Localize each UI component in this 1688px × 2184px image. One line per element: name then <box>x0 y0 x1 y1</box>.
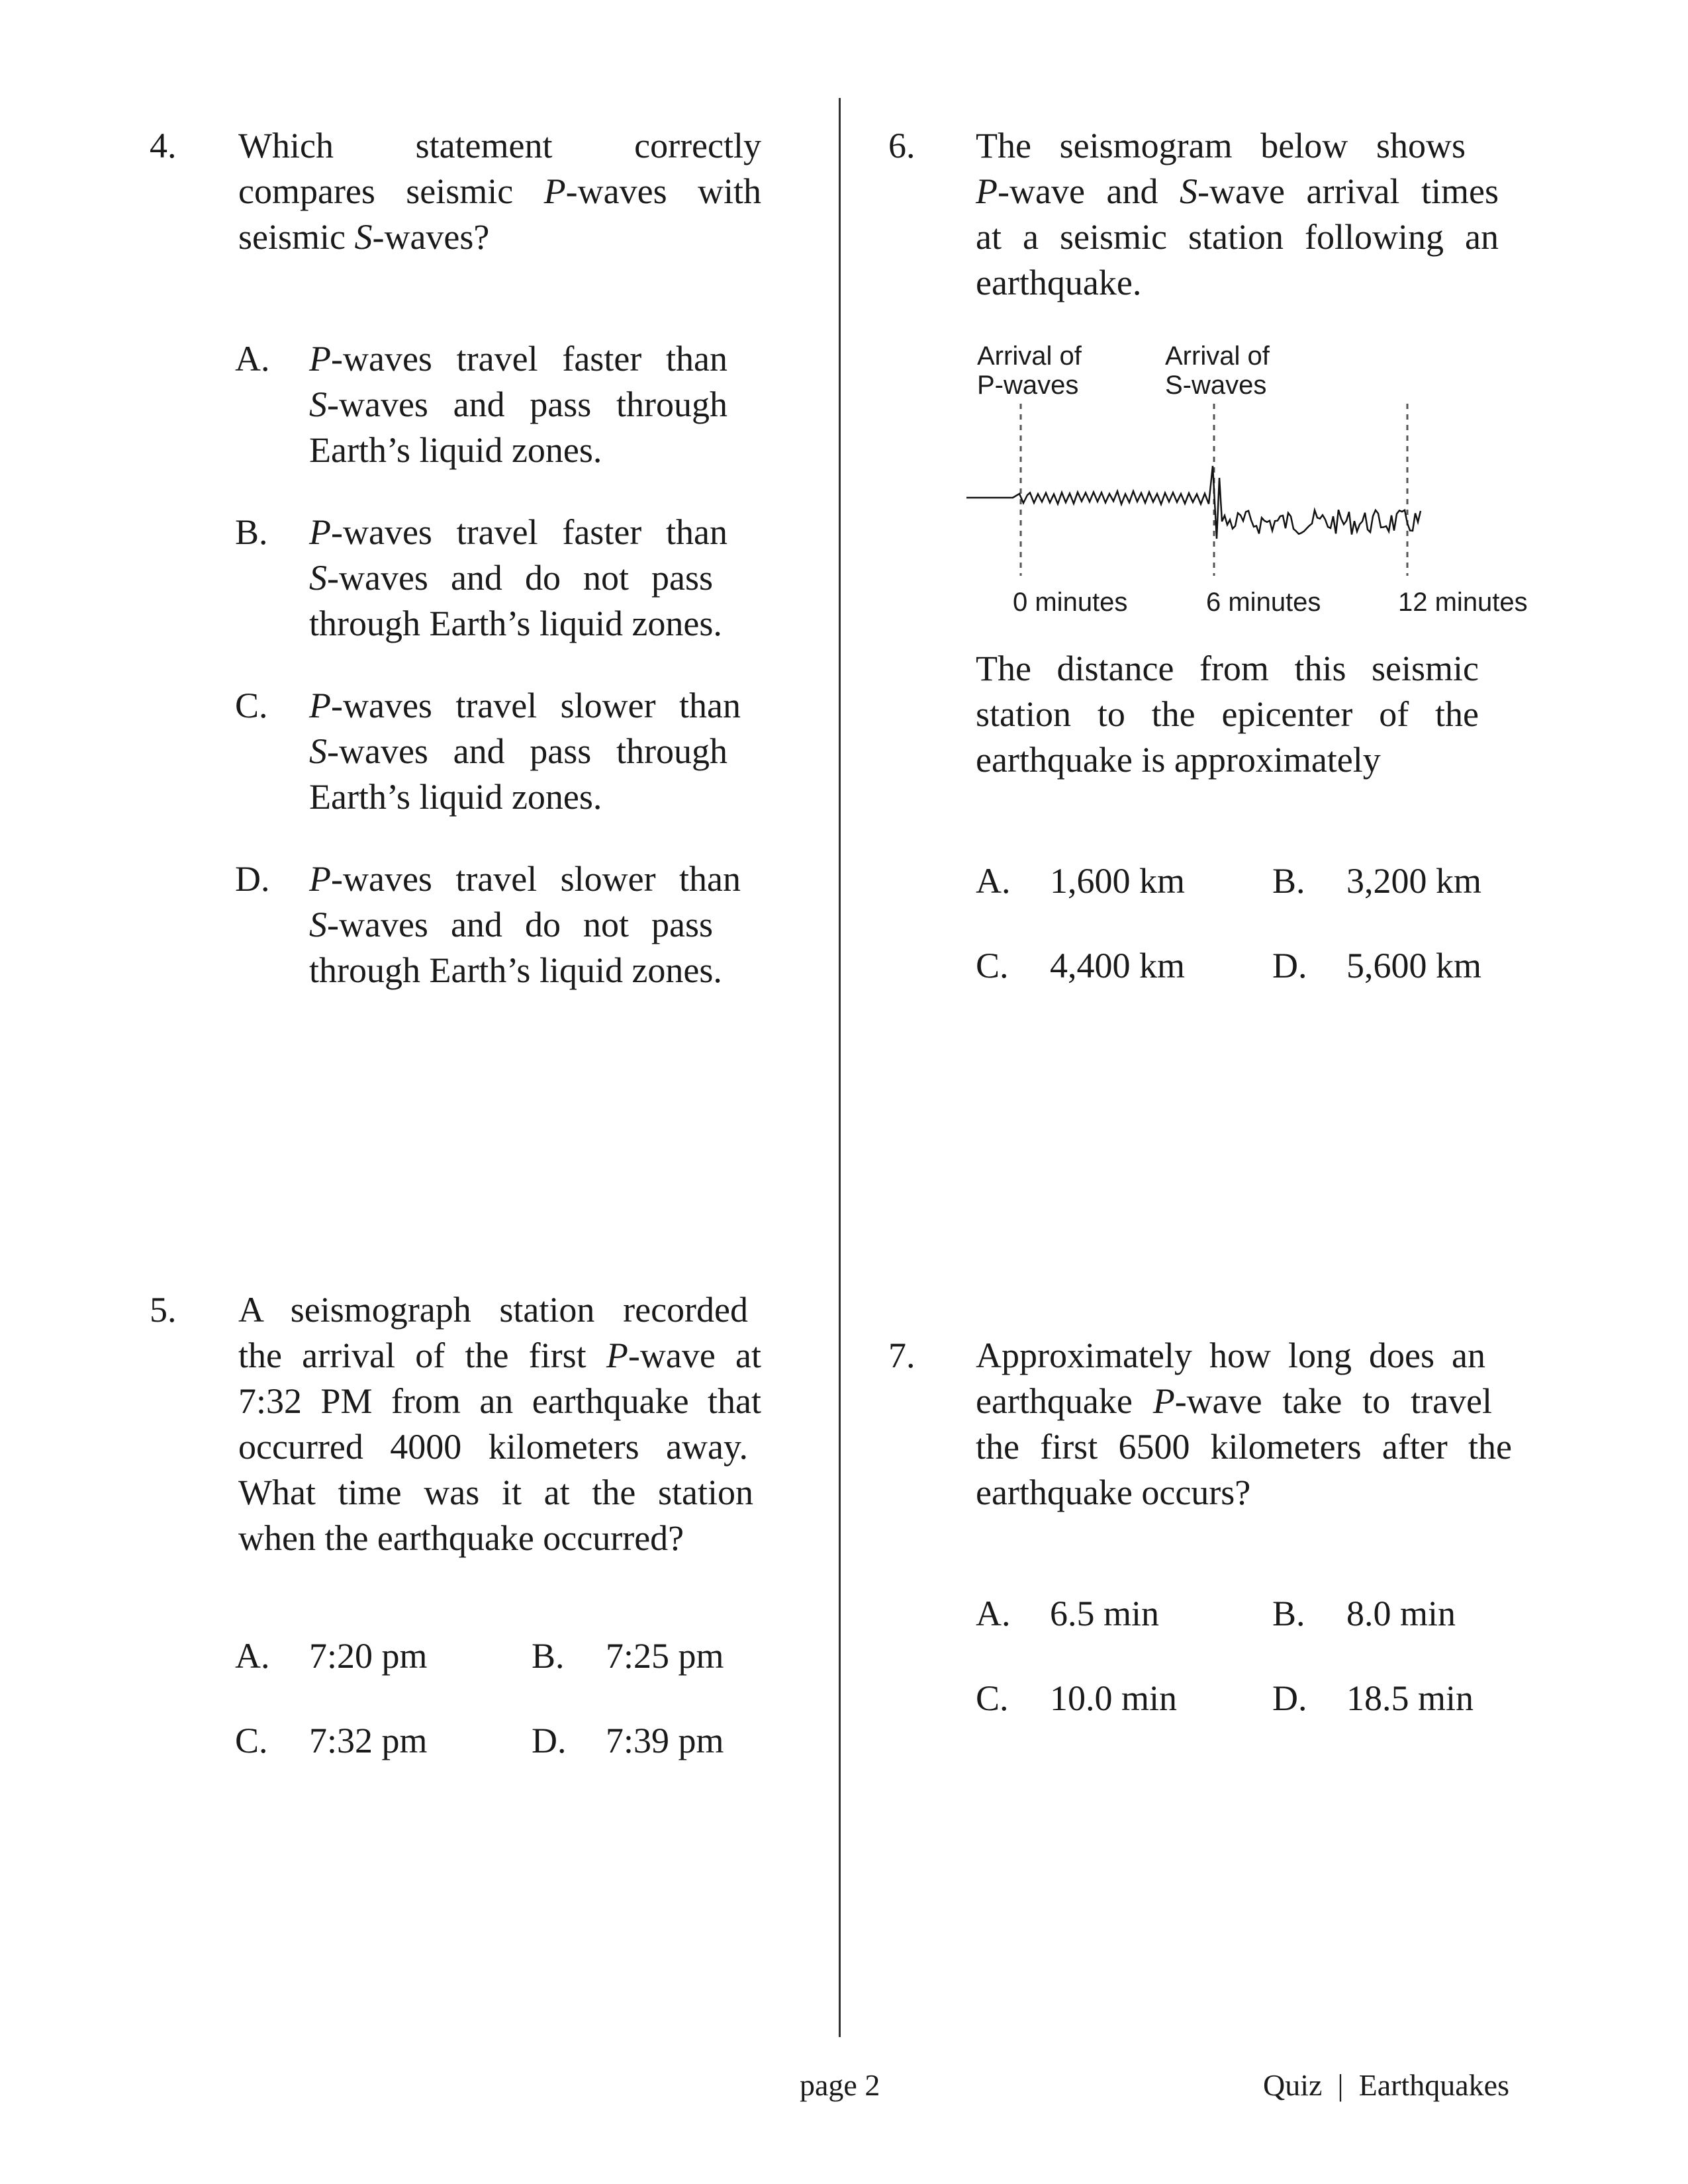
option-letter: B. <box>235 512 268 552</box>
option-line: through Earth’s liquid zones. <box>309 604 722 643</box>
option-letter: D. <box>1272 1678 1307 1718</box>
option-letter: A. <box>976 861 1011 901</box>
option-letter: A. <box>235 339 270 379</box>
stem-line: earthquake is approximately <box>976 740 1381 780</box>
option-text: 7:25 pm <box>606 1636 724 1676</box>
tick-label-6: 6 minutes <box>1206 588 1321 617</box>
stem-line: earthquake. <box>976 263 1142 302</box>
option-text: 7:20 pm <box>309 1636 428 1676</box>
p-wave-arrival-label: Arrival of P-waves <box>977 341 1082 400</box>
option-text: 1,600 km <box>1050 861 1186 901</box>
stem-line: earthquake P-wave take to travel <box>976 1381 1493 1421</box>
question-stem <box>976 123 1499 306</box>
option-letter: A. <box>976 1594 1011 1633</box>
option-line: S-waves and pass through <box>309 731 727 771</box>
question-stem <box>976 1333 1512 1516</box>
option-letter: B. <box>1272 861 1305 901</box>
option-line: P-waves travel faster than <box>309 512 727 552</box>
seismogram-trace <box>966 397 1470 582</box>
stem-line: occurred 4000 kilometers away. <box>238 1427 748 1467</box>
stem-line: Which statement correctly <box>238 126 761 165</box>
stem-line: P-wave and S-wave arrival times <box>976 171 1499 211</box>
tick-label-12: 12 minutes <box>1398 588 1528 617</box>
option-line: P-waves travel slower than <box>309 686 741 725</box>
stem-line: compares seismic P-waves with <box>238 171 761 211</box>
option-text: 7:32 pm <box>309 1721 428 1760</box>
stem-line: A seismograph station recorded <box>238 1290 748 1330</box>
question-stem <box>238 123 761 260</box>
option-line: S-waves and do not pass <box>309 558 713 598</box>
option-line: Earth’s liquid zones. <box>309 777 602 817</box>
stem-line: the arrival of the first P-wave at <box>238 1336 761 1375</box>
option-line: P-waves travel slower than <box>309 859 741 899</box>
option-line: S-waves and do not pass <box>309 905 713 944</box>
option-letter: D. <box>532 1721 567 1760</box>
stem-line: seismic S-waves? <box>238 217 490 257</box>
option-letter: B. <box>1272 1594 1305 1633</box>
seismogram-wave <box>966 466 1421 539</box>
page-number: page 2 <box>800 2068 880 2102</box>
stem-line: 7:32 PM from an earthquake that <box>238 1381 761 1421</box>
question-number: 6. <box>888 126 915 165</box>
stem-line: the first 6500 kilometers after the <box>976 1427 1512 1467</box>
option-line: S-waves and pass through <box>309 385 727 424</box>
stem-line: earthquake occurs? <box>976 1473 1251 1512</box>
option-letter: C. <box>235 686 268 725</box>
option-letter: D. <box>1272 946 1307 985</box>
option-text: 5,600 km <box>1346 946 1482 985</box>
stem-line: What time was it at the station <box>238 1473 753 1512</box>
option-text: 18.5 min <box>1346 1678 1474 1718</box>
option-letter: C. <box>976 946 1009 985</box>
question-number: 5. <box>150 1290 177 1330</box>
option-line: P-waves travel faster than <box>309 339 727 379</box>
stem-line: at a seismic station following an <box>976 217 1499 257</box>
question-number: 7. <box>888 1336 915 1375</box>
stem-line: Approximately how long does an <box>976 1336 1485 1375</box>
question-stem-continued <box>976 646 1479 783</box>
stem-line: The distance from this seismic <box>976 649 1479 688</box>
footer-title: Quiz | Earthquakes <box>1263 2068 1509 2102</box>
column-divider <box>839 98 841 2037</box>
stem-line: station to the epicenter of the <box>976 694 1479 734</box>
option-text: 8.0 min <box>1346 1594 1456 1633</box>
option-letter: B. <box>532 1636 565 1676</box>
option-letter: A. <box>235 1636 270 1676</box>
option-text: 7:39 pm <box>606 1721 724 1760</box>
stem-line: The seismogram below shows <box>976 126 1466 165</box>
question-number: 4. <box>150 126 177 165</box>
question-stem <box>238 1287 761 1561</box>
option-letter: D. <box>235 859 270 899</box>
option-line: Earth’s liquid zones. <box>309 430 602 470</box>
option-line: through Earth’s liquid zones. <box>309 950 722 990</box>
stem-line: when the earthquake occurred? <box>238 1518 684 1558</box>
option-text: 4,400 km <box>1050 946 1186 985</box>
option-text: 10.0 min <box>1050 1678 1178 1718</box>
option-letter: C. <box>976 1678 1009 1718</box>
s-wave-arrival-label: Arrival of S-waves <box>1165 341 1270 400</box>
option-letter: C. <box>235 1721 268 1760</box>
option-text: 6.5 min <box>1050 1594 1160 1633</box>
option-text: 3,200 km <box>1346 861 1482 901</box>
tick-label-0: 0 minutes <box>1013 588 1128 617</box>
